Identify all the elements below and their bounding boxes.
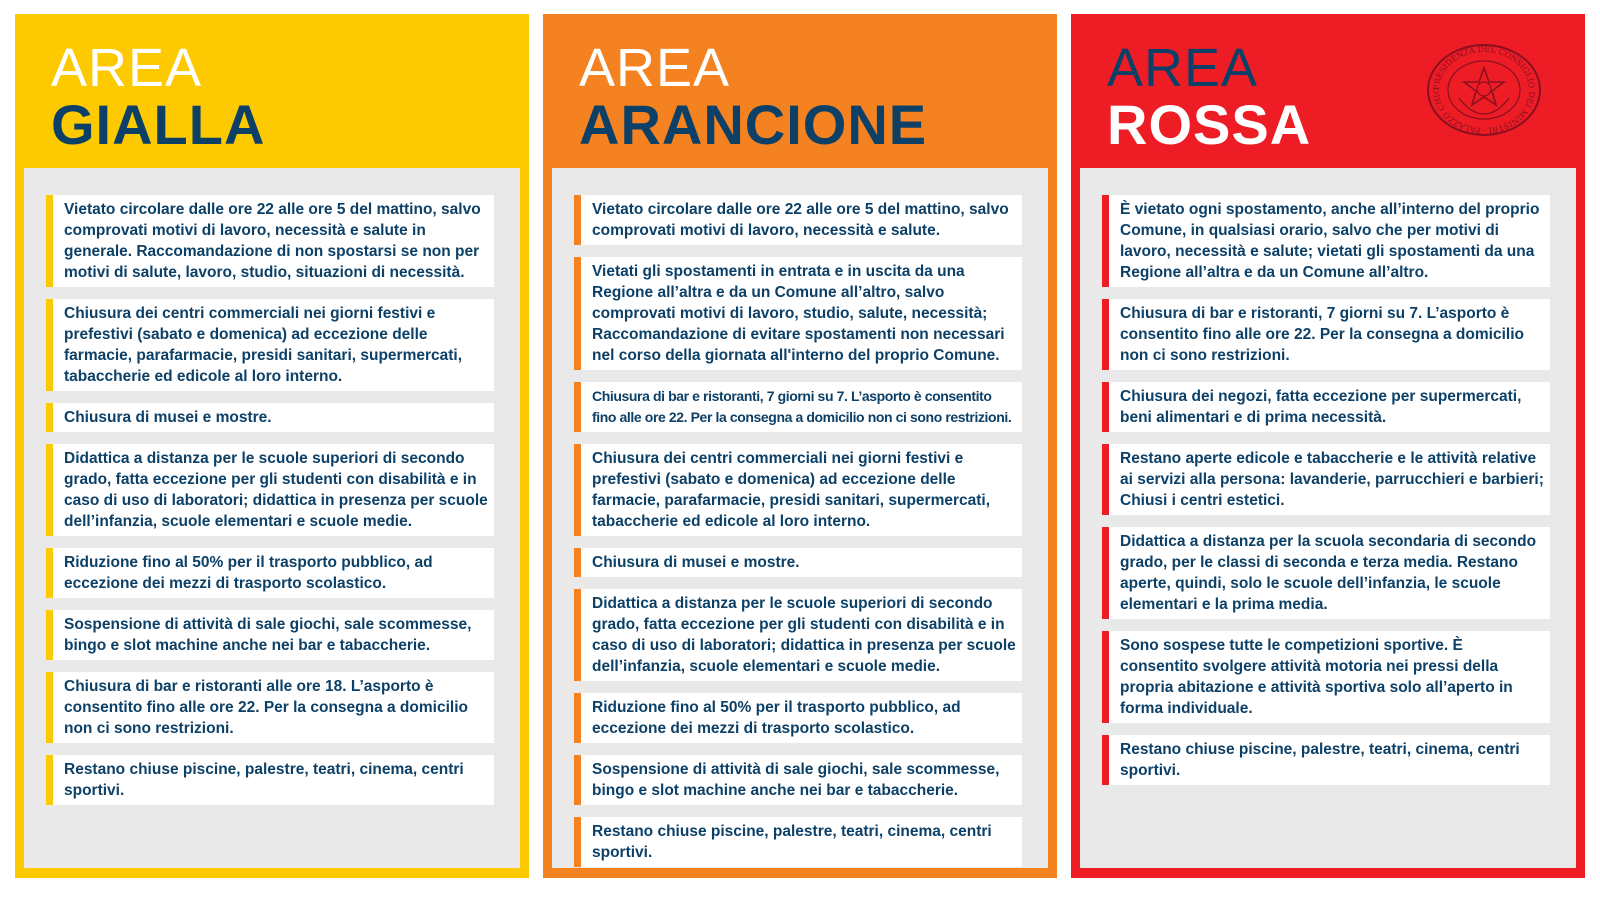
rule-item: Restano chiuse piscine, palestre, teatri, cinema, centri sportivi. bbox=[46, 755, 494, 805]
area-label: AREA bbox=[1107, 38, 1259, 98]
rule-item: Chiusura dei centri commerciali nei giorni festivi e prefestivi (sabato e domenica) ad eccezione delle farmacie, parafarmacie, presidi sanitari, supermercati, tabaccherie ed edicole al loro interno. bbox=[574, 444, 1022, 536]
rule-item: Riduzione fino al 50% per il trasporto pubblico, ad eccezione dei mezzi di trasporto scolastico. bbox=[46, 548, 494, 598]
rule-item: Chiusura di musei e mostre. bbox=[574, 548, 1022, 577]
svg-text:PRESIDENZA DEL CONSIGLIO DEI M: PRESIDENZA DEL CONSIGLIO DEI MINISTRI · PALAZZO CHIG bbox=[1431, 44, 1537, 136]
rules-list bbox=[574, 195, 1022, 879]
rule-item: Chiusura dei centri commerciali nei giorni festivi e prefestivi (sabato e domenica) ad eccezione delle farmacie, parafarmacie, presidi sanitari, supermercati, tabaccherie ed edicole al loro interno. bbox=[46, 299, 494, 391]
rule-item: Didattica a distanza per la scuola secondaria di secondo grado, per le classi di seconda e terza media. Restano aperte, quindi, solo le scuole dell’infanzia, le scuole elementari e la prima media. bbox=[1102, 527, 1550, 619]
area-rossa-column bbox=[1071, 14, 1585, 878]
rule-item: Chiusura di bar e ristoranti alle ore 18. L’asporto è consentito fino alle ore 22. Per la consegna a domicilio non ci sono restrizioni. bbox=[46, 672, 494, 743]
rule-item: Restano chiuse piscine, palestre, teatri, cinema, centri sportivi. bbox=[1102, 735, 1550, 785]
rule-item: Didattica a distanza per le scuole superiori di secondo grado, fatta eccezione per gli studenti con disabilità e in caso di uso di laboratori; didattica in presenza per scuole dell’infanzia, scuole elementari e scuole medie. bbox=[46, 444, 494, 536]
rule-item: Chiusura di musei e mostre. bbox=[46, 403, 494, 432]
rule-item: Chiusura di bar e ristoranti, 7 giorni su 7. L’asporto è consentito fino alle ore 22. Per la consegna a domicilio non ci sono restrizioni. bbox=[1102, 299, 1550, 370]
rule-item: Sospensione di attività di sale giochi, sale scommesse, bingo e slot machine anche nei bar e tabaccherie. bbox=[574, 755, 1022, 805]
rule-item: Riduzione fino al 50% per il trasporto pubblico, ad eccezione dei mezzi di trasporto scolastico. bbox=[574, 693, 1022, 743]
rules-panel bbox=[1080, 168, 1576, 868]
rule-item: Chiusura di bar e ristoranti, 7 giorni su 7. L’asporto è consentito fino alle ore 22. Per la consegna a domicilio non ci sono restrizioni. bbox=[574, 382, 1022, 432]
area-label: AREA bbox=[579, 38, 731, 98]
rules-panel bbox=[552, 168, 1048, 868]
rule-item: Sospensione di attività di sale giochi, sale scommesse, bingo e slot machine anche nei bar e tabaccherie. bbox=[46, 610, 494, 660]
zone-name: GIALLA bbox=[51, 93, 266, 156]
rules-panel bbox=[24, 168, 520, 868]
rule-item: Restano aperte edicole e tabaccherie e le attività relative ai servizi alla persona: lavanderie, parrucchieri e barbieri; Chiusi i centri estetici. bbox=[1102, 444, 1550, 515]
rules-list bbox=[46, 195, 494, 817]
area-arancione-column bbox=[543, 14, 1057, 878]
rule-item: Vietato circolare dalle ore 22 alle ore 5 del mattino, salvo comprovati motivi di lavoro, necessità e salute. bbox=[574, 195, 1022, 245]
rule-item: Didattica a distanza per le scuole superiori di secondo grado, fatta eccezione per gli studenti con disabilità e in caso di uso di laboratori; didattica in presenza per scuole dell’infanzia, scuole elementari e scuole medie. bbox=[574, 589, 1022, 681]
rule-item: Chiusura dei negozi, fatta eccezione per supermercati, beni alimentari e di prima necessità. bbox=[1102, 382, 1550, 432]
zone-name: ARANCIONE bbox=[579, 93, 928, 156]
government-seal-icon bbox=[1425, 42, 1543, 138]
rules-list bbox=[1102, 195, 1550, 797]
rule-item: Vietato circolare dalle ore 22 alle ore 5 del mattino, salvo comprovati motivi di lavoro, necessità e salute in generale. Raccomandazione di non spostarsi se non per motivi di salute, lavoro, studio, situazioni di necessità. bbox=[46, 195, 494, 287]
zone-name: ROSSA bbox=[1107, 93, 1312, 156]
area-label: AREA bbox=[51, 38, 203, 98]
rule-item: Restano chiuse piscine, palestre, teatri, cinema, centri sportivi. bbox=[574, 817, 1022, 867]
rule-item: Vietati gli spostamenti in entrata e in uscita da una Regione all’altra e da un Comune all’altro, salvo comprovati motivi di lavoro, studio, salute, necessità; Raccomandazione di evitare spostamenti non necessari nel corso della giornata all'interno del proprio Comune. bbox=[574, 257, 1022, 370]
rule-item: Sono sospese tutte le competizioni sportive. È consentito svolgere attività motoria nei pressi della propria abitazione e attività sportiva solo all’aperto in forma individuale. bbox=[1102, 631, 1550, 723]
rule-item: È vietato ogni spostamento, anche all’interno del proprio Comune, in qualsiasi orario, salvo che per motivi di lavoro, necessità e salute; vietati gli spostamenti da una Regione all’altra e da un Comune all’altro. bbox=[1102, 195, 1550, 287]
area-gialla-column bbox=[15, 14, 529, 878]
